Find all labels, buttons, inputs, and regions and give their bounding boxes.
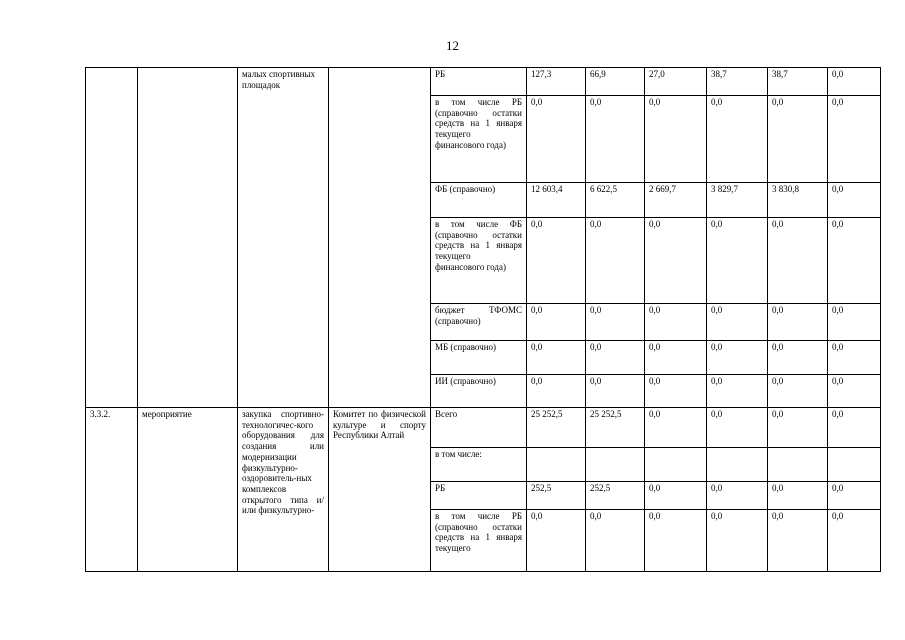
page-number: 12 bbox=[446, 38, 459, 53]
cell-value: 0,0 bbox=[707, 341, 768, 375]
cell-number: 3.3.2. bbox=[86, 408, 138, 572]
cell-value: 0,0 bbox=[586, 304, 645, 341]
cell-value: 12 603,4 bbox=[527, 183, 586, 218]
cell-type bbox=[138, 68, 238, 408]
cell-value: 38,7 bbox=[707, 68, 768, 96]
cell-name: закупка спортивно-технологичес-кого оборудования для создания или модернизации физкультурно-оздоровитель-ных комплексов открытого типа и/или физкультурно- bbox=[238, 408, 329, 572]
cell-value: 0,0 bbox=[645, 218, 707, 304]
cell-value: 0,0 bbox=[527, 341, 586, 375]
cell-value bbox=[527, 448, 586, 482]
cell-source: Всего bbox=[431, 408, 527, 448]
cell-name: малых спортивных площадок bbox=[238, 68, 329, 408]
cell-value: 0,0 bbox=[828, 304, 881, 341]
cell-value: 0,0 bbox=[828, 408, 881, 448]
cell-value: 252,5 bbox=[586, 482, 645, 510]
cell-value: 0,0 bbox=[527, 510, 586, 572]
cell-value: 0,0 bbox=[828, 510, 881, 572]
cell-value: 0,0 bbox=[586, 96, 645, 183]
cell-value: 0,0 bbox=[828, 183, 881, 218]
cell-value: 0,0 bbox=[645, 375, 707, 408]
cell-value: 0,0 bbox=[768, 510, 828, 572]
cell-value: 0,0 bbox=[527, 375, 586, 408]
cell-value: 66,9 bbox=[586, 68, 645, 96]
cell-value: 0,0 bbox=[828, 68, 881, 96]
cell-value: 2 669,7 bbox=[645, 183, 707, 218]
cell-value: 0,0 bbox=[828, 218, 881, 304]
cell-source: РБ bbox=[431, 68, 527, 96]
table-row bbox=[86, 408, 881, 448]
cell-source: в том числе РБ (справочно остатки средств на 1 января текущего bbox=[431, 510, 527, 572]
cell-value: 252,5 bbox=[527, 482, 586, 510]
cell-value bbox=[645, 448, 707, 482]
cell-value: 0,0 bbox=[645, 341, 707, 375]
cell-value: 0,0 bbox=[828, 341, 881, 375]
cell-value: 0,0 bbox=[707, 375, 768, 408]
cell-value: 0,0 bbox=[768, 375, 828, 408]
cell-value: 27,0 bbox=[645, 68, 707, 96]
cell-number bbox=[86, 68, 138, 408]
cell-value: 0,0 bbox=[645, 96, 707, 183]
cell-value: 0,0 bbox=[707, 218, 768, 304]
cell-value: 0,0 bbox=[586, 510, 645, 572]
cell-value bbox=[707, 448, 768, 482]
cell-source: ФБ (справочно) bbox=[431, 183, 527, 218]
cell-value: 0,0 bbox=[645, 510, 707, 572]
cell-value: 0,0 bbox=[586, 375, 645, 408]
cell-source: в том числе ФБ (справочно остатки средств на 1 января текущего финансового года) bbox=[431, 218, 527, 304]
cell-source: РБ bbox=[431, 482, 527, 510]
cell-value: 6 622,5 bbox=[586, 183, 645, 218]
cell-value: 0,0 bbox=[645, 304, 707, 341]
cell-value: 0,0 bbox=[586, 218, 645, 304]
cell-value bbox=[828, 448, 881, 482]
cell-responsible: Комитет по физической культуре и спорту Республики Алтай bbox=[329, 408, 431, 572]
budget-table bbox=[85, 67, 881, 572]
cell-value: 0,0 bbox=[768, 304, 828, 341]
cell-value: 127,3 bbox=[527, 68, 586, 96]
cell-value: 0,0 bbox=[707, 510, 768, 572]
cell-value: 0,0 bbox=[768, 341, 828, 375]
cell-value: 0,0 bbox=[527, 304, 586, 341]
cell-value: 0,0 bbox=[828, 482, 881, 510]
cell-value: 0,0 bbox=[768, 482, 828, 510]
table-row bbox=[86, 68, 881, 96]
cell-type: мероприятие bbox=[138, 408, 238, 572]
cell-value: 25 252,5 bbox=[527, 408, 586, 448]
cell-value: 0,0 bbox=[768, 96, 828, 183]
cell-value: 0,0 bbox=[527, 96, 586, 183]
cell-source: ИИ (справочно) bbox=[431, 375, 527, 408]
cell-source: в том числе: bbox=[431, 448, 527, 482]
cell-source: МБ (справочно) bbox=[431, 341, 527, 375]
cell-value: 0,0 bbox=[586, 341, 645, 375]
cell-value: 3 829,7 bbox=[707, 183, 768, 218]
cell-source: бюджет ТФОМС (справочно) bbox=[431, 304, 527, 341]
cell-value: 0,0 bbox=[645, 482, 707, 510]
table-body bbox=[86, 68, 881, 572]
cell-value bbox=[768, 448, 828, 482]
cell-value: 0,0 bbox=[707, 408, 768, 448]
cell-value: 0,0 bbox=[645, 408, 707, 448]
cell-value: 25 252,5 bbox=[586, 408, 645, 448]
cell-value: 0,0 bbox=[828, 96, 881, 183]
cell-value: 0,0 bbox=[768, 408, 828, 448]
cell-value: 0,0 bbox=[828, 375, 881, 408]
cell-value: 3 830,8 bbox=[768, 183, 828, 218]
cell-value: 0,0 bbox=[707, 482, 768, 510]
cell-responsible bbox=[329, 68, 431, 408]
cell-source: в том числе РБ (справочно остатки средств на 1 января текущего финансового года) bbox=[431, 96, 527, 183]
cell-value: 0,0 bbox=[707, 304, 768, 341]
cell-value: 0,0 bbox=[527, 218, 586, 304]
cell-value bbox=[586, 448, 645, 482]
cell-value: 0,0 bbox=[707, 96, 768, 183]
cell-value: 38,7 bbox=[768, 68, 828, 96]
cell-value: 0,0 bbox=[768, 218, 828, 304]
